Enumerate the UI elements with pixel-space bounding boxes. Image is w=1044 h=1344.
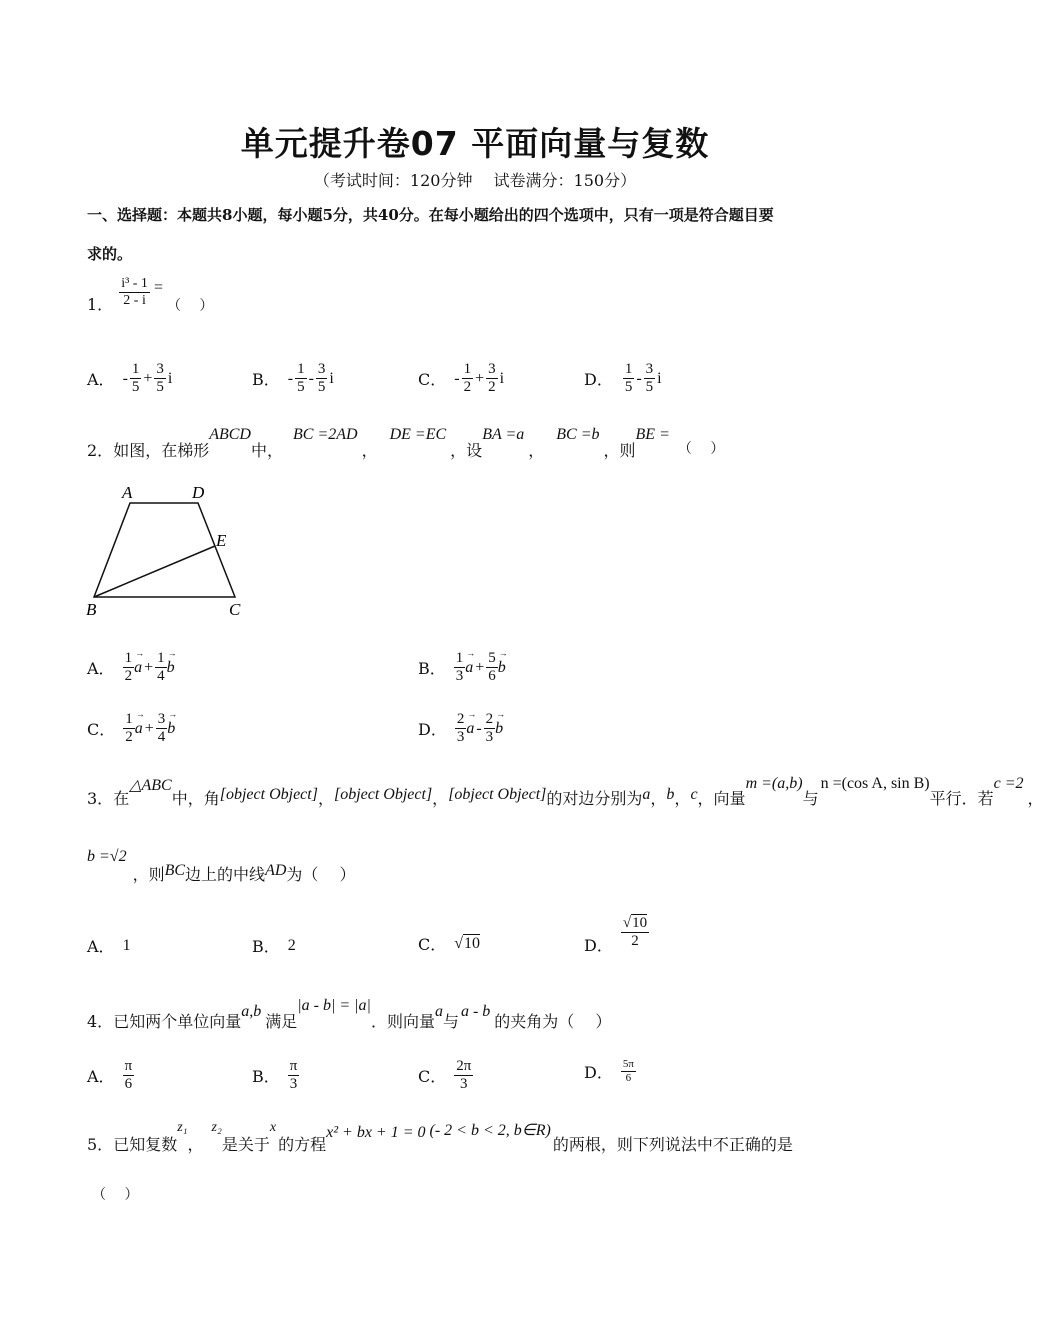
q3-option-b[interactable]: B． 2 [252, 936, 296, 956]
q4-option-d[interactable]: D． $\frac{5\pi}{6}$ [584, 1058, 634, 1084]
q4-option-a[interactable]: A． $\frac{\pi}{6}$ [87, 1058, 133, 1093]
q1-option-a[interactable]: A． - $\frac{1}{5}$ + $\frac{3}{5}$ i [87, 361, 173, 396]
q4-option-c[interactable]: C． $\frac{2\pi}{3}$ [418, 1058, 472, 1093]
trapezoid-figure [82, 478, 252, 623]
q3-option-c[interactable]: C． √ 10 [418, 934, 481, 954]
q4-option-b[interactable]: B． $\frac{\pi}{3}$ [252, 1058, 298, 1093]
question-number: 1． [87, 295, 114, 315]
exam-info: （考试时间：120分钟 试卷满分：150分） [313, 171, 637, 190]
q3-option-a[interactable]: A． 1 [87, 936, 131, 956]
question-3: 3． 在 △ABC 中，角 [object Object] ， [object Object] ， [object Object] 的对边分别为 a ， b ， c ，向量 m =(a,b) 与 n =(cos A, sin B) 平行．若 c =2 ， [87, 775, 1044, 808]
question-4: 4． 已知两个单位向量 a,b 满足 |a - b| = |a| ．则向量 a 与 a - b 的夹角为（ ） [87, 997, 612, 1031]
q3-option-d[interactable]: D． $\frac{√10}{2}$ [584, 914, 648, 955]
label-d: D [192, 483, 205, 502]
label-c: C [229, 600, 241, 619]
question-1: 1． $\frac{\text{i³ - 1}}{2 - i}$ = （ ） [87, 276, 214, 315]
label-b: B [86, 600, 97, 619]
answer-blank: （ ） [166, 298, 214, 315]
q1-option-c[interactable]: C． - $\frac{1}{2}$ + $\frac{3}{2}$ i [418, 361, 505, 396]
q2-option-b[interactable]: B． $\frac{1}{3}$ → a + $\frac{5}{6}$ → b [418, 650, 506, 686]
q1-option-d[interactable]: D． $\frac{1}{5}$ - $\frac{3}{5}$ i [584, 361, 662, 396]
q2-option-a[interactable]: A． $\frac{1}{2}$ → a + $\frac{1}{4}$ → b [87, 650, 175, 686]
q2-option-d[interactable]: D． $\frac{2}{3}$ → a - $\frac{2}{3}$ → b [418, 711, 503, 747]
q2-option-c[interactable]: C． $\frac{1}{2}$ → a + $\frac{3}{4}$ → b [87, 711, 175, 747]
label-a: A [122, 483, 133, 502]
question-3-cont: b =√2 ，则 BC 边上的中线 AD 为（ ） [87, 848, 356, 884]
q1-fraction: $\frac{\text{i³ - 1}}{2 - i}$ [121, 276, 148, 309]
question-5: 5． 已知复数 z₁ ， z₂ 是关于 x 的方程 x² + bx + 1 = 0 (- 2 < b < 2, b∈R) 的两根，则下列说法中不正确的是 [87, 1120, 793, 1154]
q1-option-b[interactable]: B． - $\frac{1}{5}$ - $\frac{3}{5}$ i [252, 361, 334, 396]
section-heading-cont: 求的。 [87, 245, 133, 263]
page-title: 单元提升卷07 平面向量与复数 [240, 124, 710, 163]
answer-blank: （ ） [92, 1187, 139, 1203]
section-heading: 一、选择题：本题共8小题，每小题5分，共40分。在每小题给出的四个选项中，只有一项是符合题目要 [87, 206, 774, 224]
question-2: 2． 如图，在梯形 ABCD 中， BC =2AD ， DE =EC ，设 BA =a ， BC =b ，则 BE = （ ） [87, 426, 725, 460]
label-e: E [216, 531, 227, 550]
